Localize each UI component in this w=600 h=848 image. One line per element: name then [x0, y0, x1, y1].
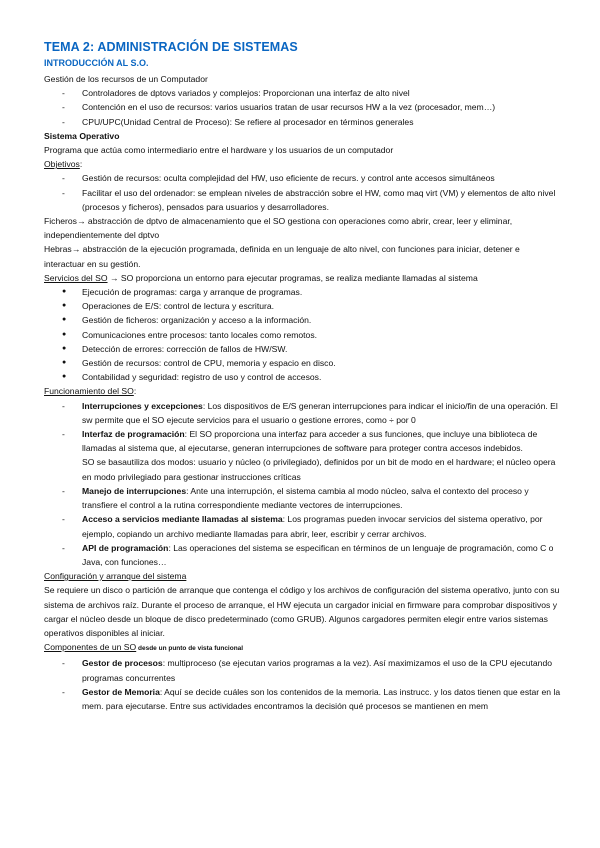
item-text: : Los programas pueden invocar servicios del sistema operativo, por ejemplo, copiando un archivo mediante llamadas para abrir, leer, escribir y cerrar archivos. — [82, 514, 543, 539]
item-text: : Las operaciones del sistema se especifican en términos de un lenguaje de programación, como C o Java, con funciones… — [82, 542, 554, 567]
objetivos-list — [44, 171, 562, 214]
componentes-list — [44, 656, 562, 713]
intro-lead: Gestión de los recursos de un Computador — [44, 74, 208, 84]
item-term: Gestor de Memoria — [82, 686, 160, 697]
config-heading: Configuración y arranque del sistema — [44, 571, 187, 582]
funcionamiento-label: Funcionamiento del SO — [44, 386, 134, 397]
componentes-heading — [44, 640, 562, 656]
item-term: Interrupciones y excepciones — [82, 400, 203, 411]
list-item: ● Gestión de recursos: control de CPU, memoria y espacio en disco. — [62, 356, 562, 370]
funcionamiento-heading — [44, 384, 562, 398]
hebras-paragraph: Hebras→ abstracción de la ejecución programada, definida en un lenguaje de alto nivel, con funciones para iniciar, detener e interactuar en su gestión. — [44, 244, 520, 269]
list-item: ● Gestión de ficheros: organización y acceso a la información. — [62, 313, 562, 327]
componentes-label: Componentes de un SO — [44, 642, 137, 653]
item-term: Interfaz de programación — [82, 429, 185, 440]
funcionamiento-colon: : — [133, 386, 137, 397]
item-term: Manejo de interrupciones — [82, 485, 187, 496]
list-item: ● Detección de errores: corrección de fallos de HW/SW. — [62, 342, 562, 356]
list-item: - Gestión de recursos: oculta complejidad del HW, uso eficiente de recurs. y control ante accesos simultáneos — [62, 171, 562, 185]
so-definition: Programa que actúa como intermediario entre el hardware y los usuarios de un computador — [44, 145, 394, 156]
servicios-heading — [44, 271, 562, 285]
page-title: TEMA 2: ADMINISTRACIÓN DE SISTEMAS — [44, 40, 298, 54]
ficheros-paragraph: Ficheros→ abstracción de dptvo de almacenamiento que el SO gestiona con operaciones como abrir, crear, leer y eliminar, independientemente del dptvo — [44, 216, 513, 241]
list-item — [62, 512, 562, 540]
list-item: ● Comunicaciones entre procesos: tanto locales como remotos. — [62, 328, 562, 342]
list-item — [62, 541, 562, 569]
objetivos-label: Objetivos — [44, 159, 80, 170]
item-text: : El SO proporciona una interfaz para acceder a sus funciones, que incluye una biblioteca de llamadas al sistema que, al ejecutarse, generan interrupciones de software para proteger contra accesos indebidos. — [82, 429, 538, 454]
list-item — [62, 685, 562, 713]
list-item: - CPU/UPC(Unidad Central de Proceso): Se refiere al procesador en términos generales — [62, 115, 562, 129]
item-text: : Los dispositivos de E/S generan interrupciones para indicar el inicio/fin de una operación. El sw permite que el SO ejecute servicios para el usuario o gestione errores, como ÷ por 0 — [82, 400, 558, 425]
list-item: ● Contabilidad y seguridad: registro de uso y control de accesos. — [62, 370, 562, 384]
list-item: - Facilitar el uso del ordenador: se emplean niveles de abstracción sobre el HW, como maq virt (VM) y elementos de alto nivel (procesos y ficheros), pensados para usuarios y desarrolladores. — [62, 186, 562, 214]
list-item: - Contención en el uso de recursos: varios usuarios tratan de usar recursos HW a la vez (procesador, mem…) — [62, 100, 562, 114]
intro-list — [44, 86, 562, 129]
item-text: : Ante una interrupción, el sistema cambia al modo núcleo, salva el contexto del proceso y transfiere el control a la rutina correspondiente mediante vectores de interrupciones. — [82, 485, 529, 511]
servicios-label: Servicios del SO — [44, 272, 108, 283]
servicios-list — [44, 285, 562, 384]
list-item — [62, 484, 562, 512]
item-note: SO se basautiliza dos modos: usuario y núcleo (o privilegiado), definidos por un bit de modo en el hardware; el núcleo opera en modo privilegiado para gestionar instrucciones críticas — [82, 457, 556, 482]
list-item — [62, 656, 562, 684]
list-item — [62, 427, 562, 484]
so-heading: Sistema Operativo — [44, 130, 120, 141]
item-text: : multiproceso (se ejecutan varios programas a la vez). Así maximizamos el uso de la CPU ejecutando programas concurrentes — [82, 658, 552, 683]
config-paragraph: Se requiere un disco o partición de arranque que contenga el código y los archivos de configuración del sistema operativo, junto con su sistema de archivos raíz. Durante el proceso de arranque, el HW ejecuta un cargador inicial en firmware para comprobar dispositivos y cargar el núcleo desde un bloque de disco predeterminado (como GRUB). Algunos cargadores permiten elegir entre varios sistemas operativos disponibles al iniciar. — [44, 585, 560, 638]
list-item: - Controladores de dptovs variados y complejos: Proporcionan una interfaz de alto nivel — [62, 86, 562, 100]
list-item: ● Ejecución de programas: carga y arranque de programas. — [62, 285, 562, 299]
intro-heading: INTRODUCCIÓN AL S.O. — [44, 58, 149, 68]
objetivos-heading — [44, 157, 562, 171]
item-text: : Aquí se decide cuáles son los contenidos de la memoria. Las instrucc. y los datos tienen que estar en la mem. para ejecutarse. Entre sus actividades encontramos la decisión qué procesos se mantienen en mem — [82, 686, 561, 711]
servicios-rest: → SO proporciona un entorno para ejecutar programas, se realiza mediante llamadas al sistema — [107, 272, 478, 283]
funcionamiento-list — [44, 399, 562, 569]
item-term: API de programación — [82, 542, 169, 553]
componentes-small: desde un punto de vista funcional — [136, 645, 244, 653]
list-item: ● Operaciones de E/S: control de lectura y escritura. — [62, 299, 562, 313]
objetivos-colon: : — [79, 159, 83, 170]
list-item — [62, 399, 562, 427]
item-term: Acceso a servicios mediante llamadas al sistema — [82, 514, 283, 525]
item-term: Gestor de procesos — [82, 658, 163, 669]
